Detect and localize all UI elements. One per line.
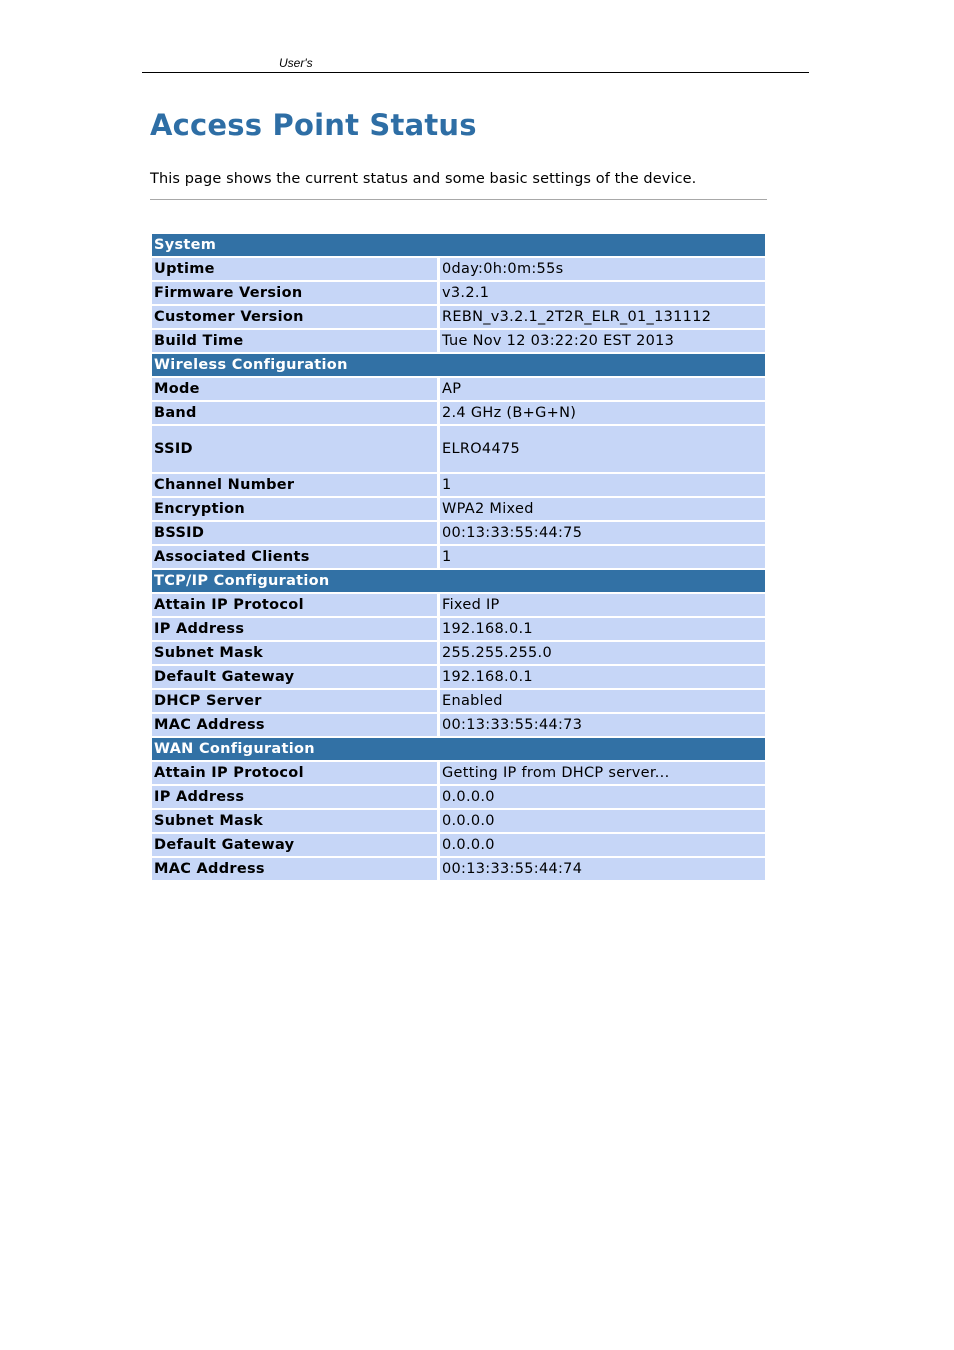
row-label: Band bbox=[152, 402, 437, 424]
table-row-channel-number bbox=[152, 474, 765, 496]
table-row-mode bbox=[152, 378, 765, 400]
row-value: AP bbox=[440, 378, 765, 400]
section-title: System bbox=[152, 234, 765, 256]
document-header-text: User's bbox=[279, 56, 313, 70]
row-label: Default Gateway bbox=[152, 666, 437, 688]
row-label: SSID bbox=[152, 426, 437, 472]
row-value: v3.2.1 bbox=[440, 282, 765, 304]
row-value: 00:13:33:55:44:73 bbox=[440, 714, 765, 736]
row-label: Attain IP Protocol bbox=[152, 594, 437, 616]
section-header-tcpip bbox=[152, 570, 765, 592]
table-row-firmware-version bbox=[152, 282, 765, 304]
section-title: Wireless Configuration bbox=[152, 354, 765, 376]
row-value: Fixed IP bbox=[440, 594, 765, 616]
page-title: Access Point Status bbox=[150, 108, 477, 142]
row-label: Default Gateway bbox=[152, 834, 437, 856]
row-value: 192.168.0.1 bbox=[440, 618, 765, 640]
row-value: Tue Nov 12 03:22:20 EST 2013 bbox=[440, 330, 765, 352]
row-label: Customer Version bbox=[152, 306, 437, 328]
table-row-wan-attain-ip-protocol bbox=[152, 762, 765, 784]
row-label: Subnet Mask bbox=[152, 642, 437, 664]
status-table bbox=[152, 234, 765, 882]
table-row-wan-ip-address bbox=[152, 786, 765, 808]
row-value: 00:13:33:55:44:75 bbox=[440, 522, 765, 544]
row-label: Firmware Version bbox=[152, 282, 437, 304]
row-value: 1 bbox=[440, 474, 765, 496]
row-label: Encryption bbox=[152, 498, 437, 520]
table-row-wan-mac-address bbox=[152, 858, 765, 880]
table-row-dhcp-server bbox=[152, 690, 765, 712]
table-row-build-time bbox=[152, 330, 765, 352]
row-label: Uptime bbox=[152, 258, 437, 280]
section-header-wan bbox=[152, 738, 765, 760]
row-label: IP Address bbox=[152, 618, 437, 640]
row-value: 1 bbox=[440, 546, 765, 568]
row-value: 0.0.0.0 bbox=[440, 810, 765, 832]
row-value: 0.0.0.0 bbox=[440, 834, 765, 856]
row-value: Getting IP from DHCP server... bbox=[440, 762, 765, 784]
row-label: Build Time bbox=[152, 330, 437, 352]
row-label: DHCP Server bbox=[152, 690, 437, 712]
row-label: Channel Number bbox=[152, 474, 437, 496]
table-row-default-gateway bbox=[152, 666, 765, 688]
table-row-encryption bbox=[152, 498, 765, 520]
row-value: 00:13:33:55:44:74 bbox=[440, 858, 765, 880]
document-header-rule bbox=[142, 72, 809, 73]
table-row-ssid bbox=[152, 426, 765, 472]
row-value: 255.255.255.0 bbox=[440, 642, 765, 664]
row-value: REBN_v3.2.1_2T2R_ELR_01_131112 bbox=[440, 306, 765, 328]
row-value: 2.4 GHz (B+G+N) bbox=[440, 402, 765, 424]
row-label: MAC Address bbox=[152, 858, 437, 880]
section-header-wireless bbox=[152, 354, 765, 376]
page-description: This page shows the current status and some basic settings of the device. bbox=[150, 171, 697, 187]
table-row-bssid bbox=[152, 522, 765, 544]
table-row-ip-address bbox=[152, 618, 765, 640]
table-row-customer-version bbox=[152, 306, 765, 328]
row-value: ELRO4475 bbox=[440, 426, 765, 472]
table-row-associated-clients bbox=[152, 546, 765, 568]
table-row-mac-address bbox=[152, 714, 765, 736]
table-row-wan-default-gateway bbox=[152, 834, 765, 856]
table-row-attain-ip-protocol bbox=[152, 594, 765, 616]
section-title: TCP/IP Configuration bbox=[152, 570, 765, 592]
row-label: IP Address bbox=[152, 786, 437, 808]
row-value: 0.0.0.0 bbox=[440, 786, 765, 808]
description-divider bbox=[150, 199, 767, 200]
row-value: WPA2 Mixed bbox=[440, 498, 765, 520]
table-row-uptime bbox=[152, 258, 765, 280]
row-label: Mode bbox=[152, 378, 437, 400]
row-value: 192.168.0.1 bbox=[440, 666, 765, 688]
row-label: Subnet Mask bbox=[152, 810, 437, 832]
row-value: 0day:0h:0m:55s bbox=[440, 258, 765, 280]
section-title: WAN Configuration bbox=[152, 738, 765, 760]
row-label: BSSID bbox=[152, 522, 437, 544]
table-row-band bbox=[152, 402, 765, 424]
row-label: Attain IP Protocol bbox=[152, 762, 437, 784]
section-header-system bbox=[152, 234, 765, 256]
table-row-subnet-mask bbox=[152, 642, 765, 664]
row-label: Associated Clients bbox=[152, 546, 437, 568]
table-row-wan-subnet-mask bbox=[152, 810, 765, 832]
row-value: Enabled bbox=[440, 690, 765, 712]
row-label: MAC Address bbox=[152, 714, 437, 736]
